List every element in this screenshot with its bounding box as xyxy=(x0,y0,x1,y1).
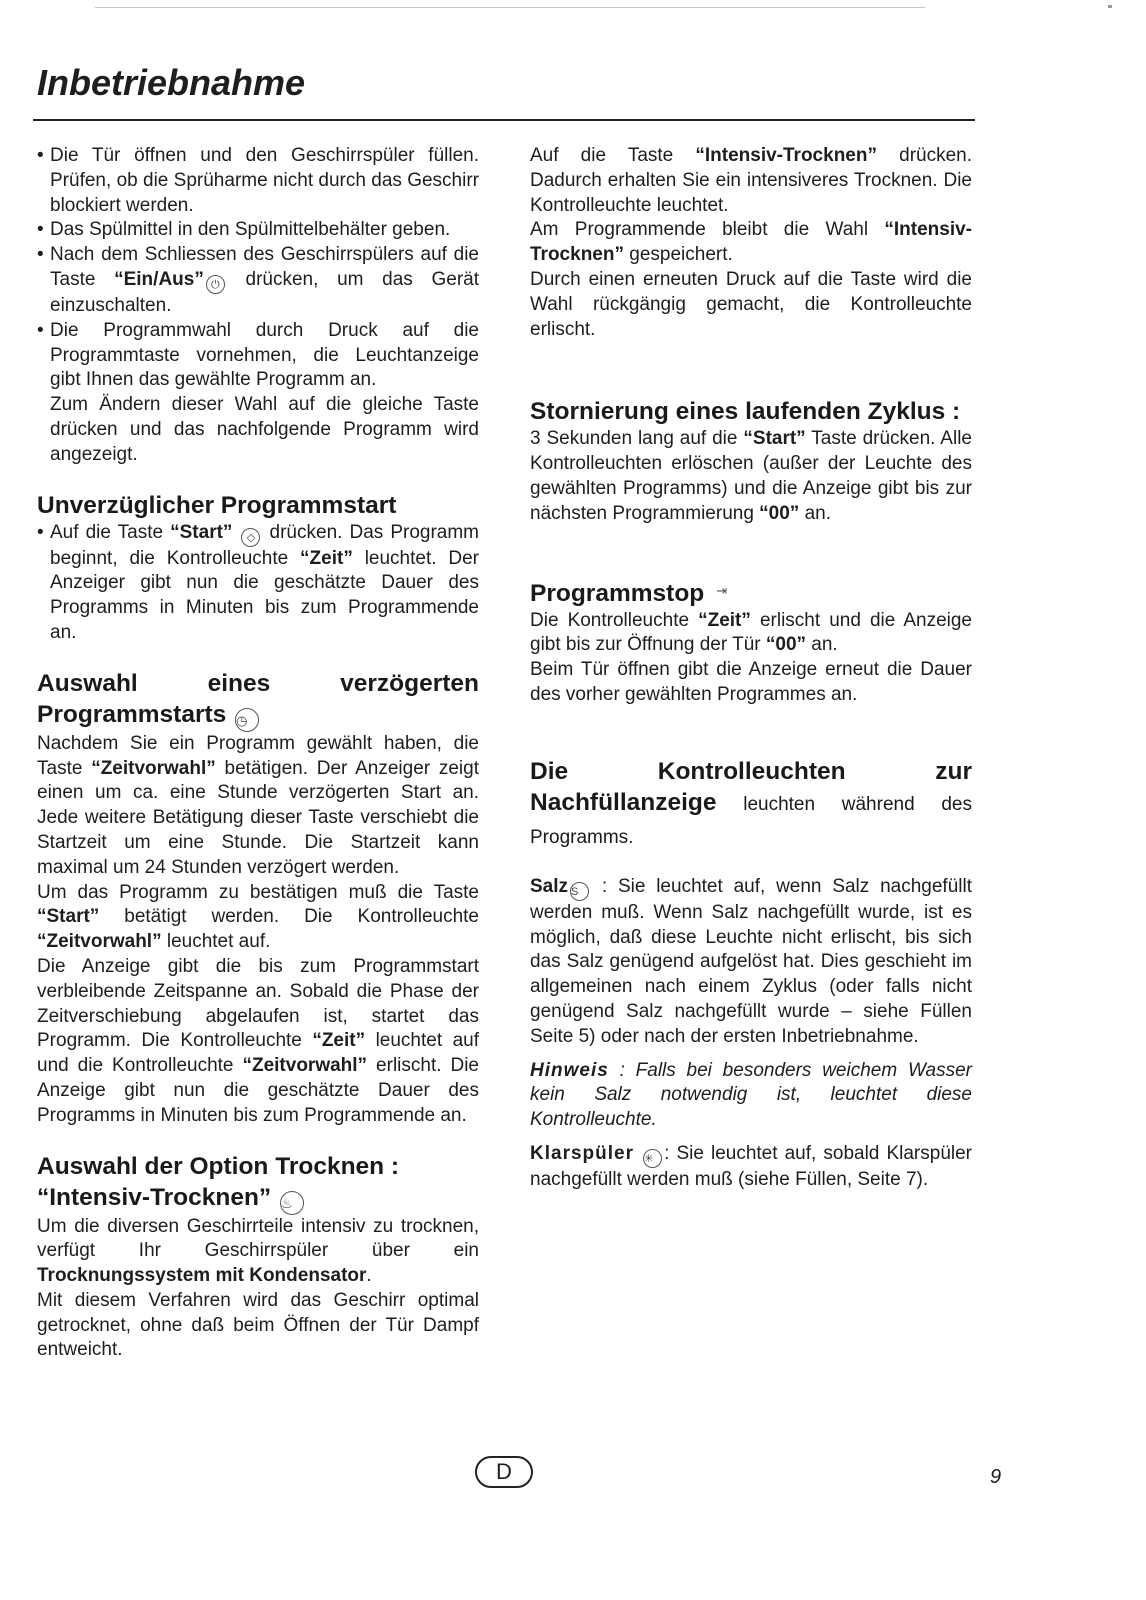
dry-icon: ♨ xyxy=(280,1191,304,1215)
language-badge: D xyxy=(475,1456,533,1488)
page-title: Inbetriebnahme xyxy=(37,62,306,103)
program-change-note: Zum Ändern dieser Wahl auf die gleiche Taste drücken und das nachfolgende Programm wird angezeigt. xyxy=(50,394,479,465)
salt-icon: S xyxy=(570,882,589,901)
rinse-aid-para: Klarspüler ✳ : Sie leuchtet auf, sobald Klarspüler nachgefüllt werden muß (siehe Füllen, Seite 7). xyxy=(530,1142,972,1190)
stop-para-1: Die Kontrolleuchte “Zeit” erlischt und die Anzeige gibt bis zur Öffnung der Tür “00” an. xyxy=(530,609,972,656)
immediate-start-text: • Auf die Taste “Start” ◇ drücken. Das Programm beginnt, die Kontrolleuchte “Zeit” leuchtet. Der Anzeiger gibt nun die geschätzte Dauer des Programms in Minuten bis zum Programmende an. xyxy=(37,521,479,646)
timer-icon: ◷ xyxy=(235,708,259,732)
key-ein-aus: “Ein/Aus” xyxy=(114,268,204,290)
intensiv-para-1: Auf die Taste “Intensiv-Trocknen” drücken. Dadurch erhalten Sie ein intensiveres Trocknen. Die Kontrolleuchte leuchtet. xyxy=(530,145,972,216)
power-icon: ⏻ xyxy=(206,275,225,294)
stop-para-2: Beim Tür öffnen gibt die Anzeige erneut die Dauer des vorher gewählten Programmes an. xyxy=(530,659,972,705)
stop-arrow-icon: ⇥ xyxy=(716,582,728,598)
section-delayed-start: Auswahl eines verzögerten Programmstarts ◷ xyxy=(37,668,479,732)
intensiv-para-2: Am Programmende bleibt die Wahl “Intensiv-Trocknen” gespeichert. xyxy=(530,219,972,266)
hint-para: Hinweis : Falls bei besonders weichem Wasser kein Salz notwendig ist, leuchtet diese Kontrolleuchte. xyxy=(530,1059,972,1131)
page-number: 9 xyxy=(990,1466,1002,1488)
section-immediate-start: Unverzüglicher Programmstart xyxy=(37,491,397,519)
top-scan-line xyxy=(95,7,925,8)
delay-para-1: Nachdem Sie ein Programm gewählt haben, die Taste “Zeitvorwahl” betätigen. Der Anzeiger zeigt einen um ca. eine Stunde verzögerten Start an. Jede weitere Betätigung dieser Taste verschiebt die Startzeit um eine Stunde. Die Startzeit kann maximal um 24 Stunden verzögert werden. xyxy=(37,732,479,878)
section-drying-option: Auswahl der Option Trocknen : “Intensiv-Trocknen” ♨ xyxy=(37,1151,479,1215)
cancel-para: 3 Sekunden lang auf die “Start” Taste drücken. Alle Kontrolleuchten erlöschen (außer der Leuchte des gewählten Programms) und die Anzeige gibt bis zur nächsten Programmierung “00” an. xyxy=(530,428,972,524)
step-program-select: • Die Programmwahl durch Druck auf die Programmtaste vornehmen, die Leuchtanzeige gibt Ihnen das gewählte Programm an. xyxy=(37,319,479,393)
rinse-aid-icon: ✳ xyxy=(643,1149,662,1168)
left-column xyxy=(37,144,479,1363)
step-fill: • Die Tür öffnen und den Geschirrspüler füllen. Prüfen, ob die Sprüharme nicht durch das Geschirr blockiert werden. xyxy=(37,144,479,218)
intensiv-para-3: Durch einen erneuten Druck auf die Taste wird die Wahl rückgängig gemacht, die Kontrolleuchte erlischt. xyxy=(530,268,972,340)
dry-para-1: Um die diversen Geschirrteile intensiv zu trocknen, verfügt Ihr Geschirrspüler über ein Trocknungssystem mit Kondensator. xyxy=(37,1215,479,1287)
right-column xyxy=(530,144,972,1193)
setup-steps xyxy=(37,144,479,393)
salt-para: Salz S : Sie leuchtet auf, wenn Salz nachgefüllt werden muß. Wenn Salz nachgefüllt wurde, ist es möglich, daß diese Leuchte nicht erlischt, bis sich das Salz genügend aufgelöst hat. Dies geschieht im allgemeinen nach einem Zyklus (oder falls nicht genügend Salz nachgefüllt wurde – siehe Füllen Seite 5) oder nach der ersten Inbetriebnahme. xyxy=(530,875,972,1047)
delay-para-3: Die Anzeige gibt die bis zum Programmstart verbleibende Zeitspanne an. Sobald die Phase der Zeitverschiebung abgelaufen ist, startet das Programm. Die Kontrolleuchte “Zeit” leuchtet auf und die Kontrolleuchte “Zeitvorwahl” erlischt. Die Anzeige gibt nun die geschätzte Dauer des Programms in Minuten bis zum Programmende an. xyxy=(37,955,479,1126)
section-cancel-cycle: Stornierung eines laufenden Zyklus : xyxy=(530,398,961,426)
top-scan-mark xyxy=(1108,5,1112,8)
section-refill-indicators: Die Kontrolleuchten zur Nachfüllanzeige leuchten während des Programms. xyxy=(530,757,972,848)
step-detergent: • Das Spülmittel in den Spülmittelbehälter geben. xyxy=(37,218,479,243)
immediate-start-list xyxy=(37,521,479,646)
step-power-on: • Nach dem Schliessen des Geschirrspülers auf die Taste “Ein/Aus” ⏻ drücken, um das Gerät einzuschalten. xyxy=(37,243,479,319)
title-rule xyxy=(33,119,975,121)
section-program-stop: Programmstop ⇥ xyxy=(530,579,728,607)
delay-para-2: Um das Programm zu bestätigen muß die Taste “Start” betätigt werden. Die Kontrolleuchte “Zeitvorwahl” leuchtet auf. xyxy=(37,881,479,953)
start-icon: ◇ xyxy=(241,528,260,547)
dry-para-2: Mit diesem Verfahren wird das Geschirr optimal getrocknet, ohne daß beim Öffnen der Tür Dampf entweicht. xyxy=(37,1289,479,1361)
